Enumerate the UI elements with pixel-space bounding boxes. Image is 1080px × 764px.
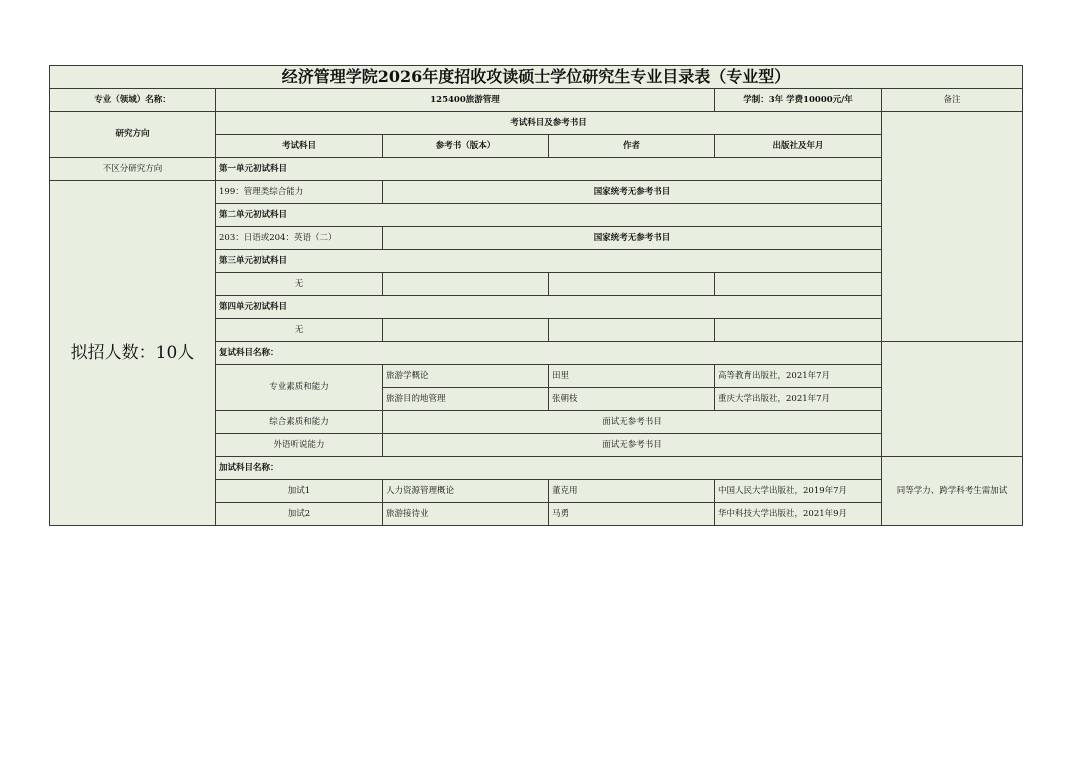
- extra-row-title: 人力资源管理概论: [383, 480, 549, 503]
- col-header-author: 作者: [549, 135, 715, 158]
- empty-cell: [549, 273, 715, 296]
- unit4-subject: 无: [216, 319, 383, 342]
- extra-row-name: 加试2: [216, 503, 383, 526]
- extra-label: 加试科目名称：: [216, 457, 882, 480]
- col-header-subject: 考试科目: [216, 135, 383, 158]
- retest-subject-3-ref: 面试无参考书目: [383, 434, 882, 457]
- extra-row-publisher: 中国人民大学出版社，2019年7月: [715, 480, 882, 503]
- unit3-label: 第三单元初试科目: [216, 250, 882, 273]
- duration-fee: 学制：3年 学费10000元/年: [715, 89, 882, 112]
- unit2-subject: 203：日语或204：英语（二）: [216, 227, 383, 250]
- unit2-label: 第二单元初试科目: [216, 204, 882, 227]
- retest-book-title: 旅游目的地管理: [383, 388, 549, 411]
- unit4-label: 第四单元初试科目: [216, 296, 882, 319]
- extra-row-author: 董克用: [549, 480, 715, 503]
- extra-row-title: 旅游接待业: [383, 503, 549, 526]
- retest-book-publisher: 高等教育出版社，2021年7月: [715, 365, 882, 388]
- retest-subject-2-ref: 面试无参考书目: [383, 411, 882, 434]
- extra-row-author: 马勇: [549, 503, 715, 526]
- retest-book-title: 旅游学概论: [383, 365, 549, 388]
- major-label: 专业（领域）名称：: [50, 89, 216, 112]
- exam-refs-label: 考试科目及参考书目: [216, 112, 882, 135]
- empty-cell: [715, 319, 882, 342]
- unit1-subject: 199：管理类综合能力: [216, 181, 383, 204]
- retest-subject-3: 外语听说能力: [216, 434, 383, 457]
- retest-book-author: 田里: [549, 365, 715, 388]
- extra-row-name: 加试1: [216, 480, 383, 503]
- planned-enrollment: 拟招人数：10人: [50, 181, 216, 526]
- catalog-table: [49, 65, 1023, 526]
- empty-cell: [715, 273, 882, 296]
- col-header-book: 参考书（版本）: [383, 135, 549, 158]
- empty-cell: [383, 319, 549, 342]
- remarks-cell-top: [882, 112, 1023, 342]
- unit2-ref: 国家统考无参考书目: [383, 227, 882, 250]
- table-title: 经济管理学院2026年度招收攻读硕士学位研究生专业目录表（专业型）: [50, 66, 1023, 89]
- unit3-subject: 无: [216, 273, 383, 296]
- unit1-ref: 国家统考无参考书目: [383, 181, 882, 204]
- extra-note: 同等学力、跨学科考生需加试: [882, 457, 1023, 526]
- empty-cell: [383, 273, 549, 296]
- empty-cell: [549, 319, 715, 342]
- extra-row-publisher: 华中科技大学出版社，2021年9月: [715, 503, 882, 526]
- col-header-publisher: 出版社及年月: [715, 135, 882, 158]
- retest-label: 复试科目名称：: [216, 342, 882, 365]
- remarks-label: 备注: [882, 89, 1023, 112]
- direction-value: 不区分研究方向: [50, 158, 216, 181]
- research-direction-label: 研究方向: [50, 112, 216, 158]
- retest-book-publisher: 重庆大学出版社，2021年7月: [715, 388, 882, 411]
- remarks-cell-middle: [882, 342, 1023, 457]
- retest-subject-2: 综合素质和能力: [216, 411, 383, 434]
- unit1-label: 第一单元初试科目: [216, 158, 882, 181]
- retest-subject-1: 专业素质和能力: [216, 365, 383, 411]
- retest-book-author: 张朝枝: [549, 388, 715, 411]
- major-value: 125400旅游管理: [216, 89, 715, 112]
